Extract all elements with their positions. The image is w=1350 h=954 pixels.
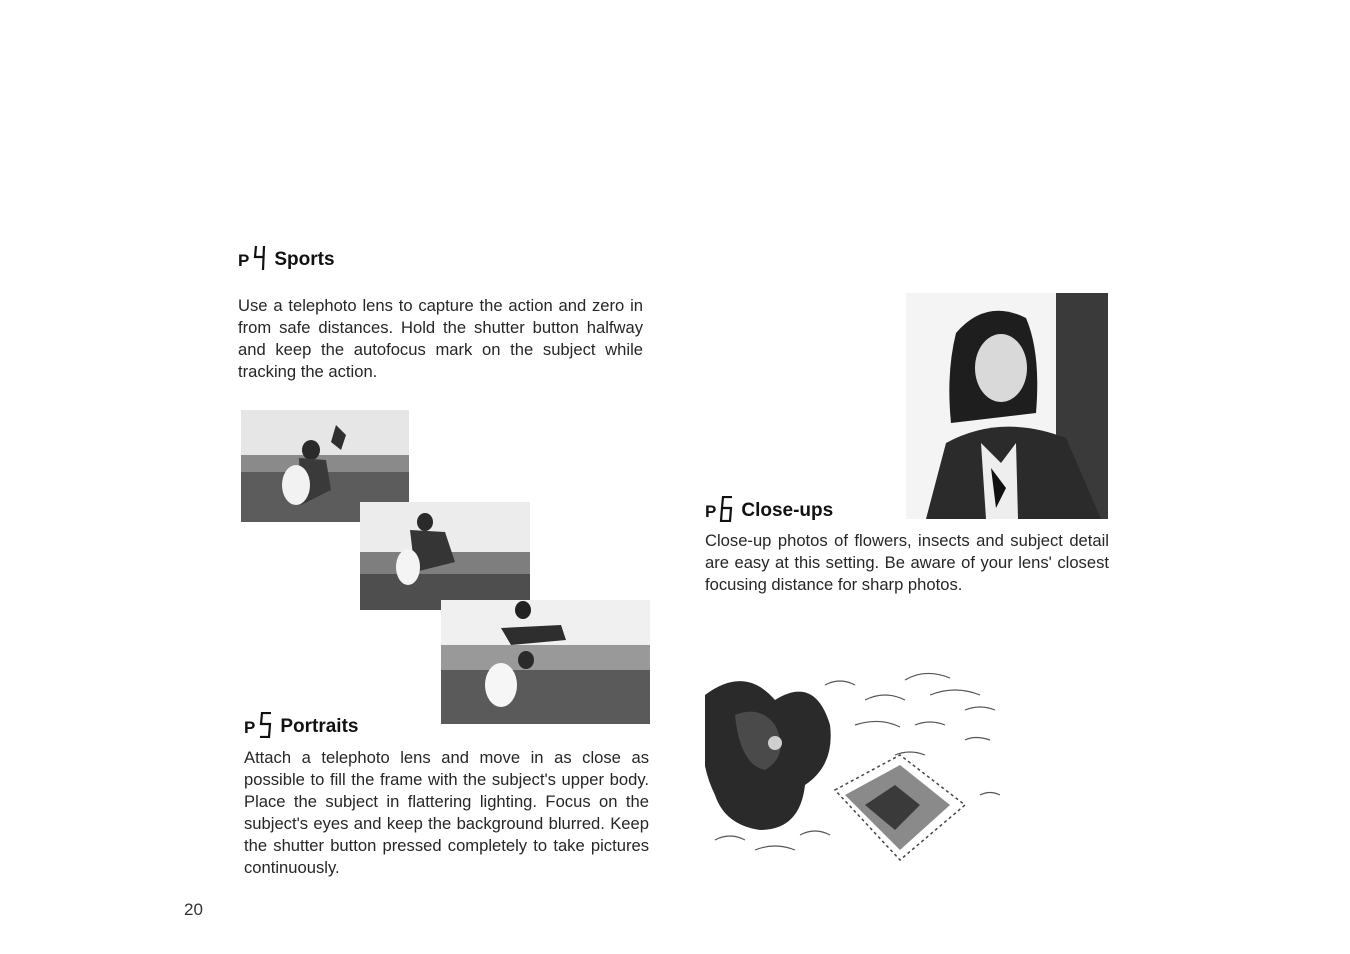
sports-body: Use a telephoto lens to capture the action and zero in from safe distances. Hold the shutter button halfway and keep the autofocus mark on the subject while tracking the action.	[238, 296, 643, 381]
portraits-body: Attach a telephoto lens and move in as close as possible to fill the frame with the subject's upper body. Place the subject in flattering lighting. Focus on the subject's eyes and keep the background blurred. Keep the shutter button pressed completely to take pictures continuously.	[244, 748, 649, 877]
mode-prefix: P	[244, 718, 256, 737]
mode-4-segment-icon	[252, 245, 268, 271]
closeup-photo	[705, 655, 1020, 870]
portrait-photo	[906, 293, 1108, 519]
mode-prefix: P	[238, 251, 250, 270]
closeups-heading	[705, 496, 833, 522]
page-number: 20	[184, 900, 203, 919]
mode-6-segment-icon	[719, 496, 735, 522]
sports-title: Sports	[274, 249, 335, 270]
portraits-title: Portraits	[280, 716, 359, 737]
portraits-heading	[244, 712, 358, 738]
mode-5-segment-icon	[258, 712, 274, 738]
sports-photo-2	[360, 502, 530, 610]
closeups-title: Close-ups	[741, 500, 834, 521]
closeups-body: Close-up photos of flowers, insects and subject detail are easy at this setting. Be aware of your lens' closest focusing distance for sharp photos.	[705, 531, 1109, 594]
sports-heading	[238, 245, 335, 271]
mode-prefix: P	[705, 502, 717, 521]
sports-photo-3	[441, 600, 650, 724]
